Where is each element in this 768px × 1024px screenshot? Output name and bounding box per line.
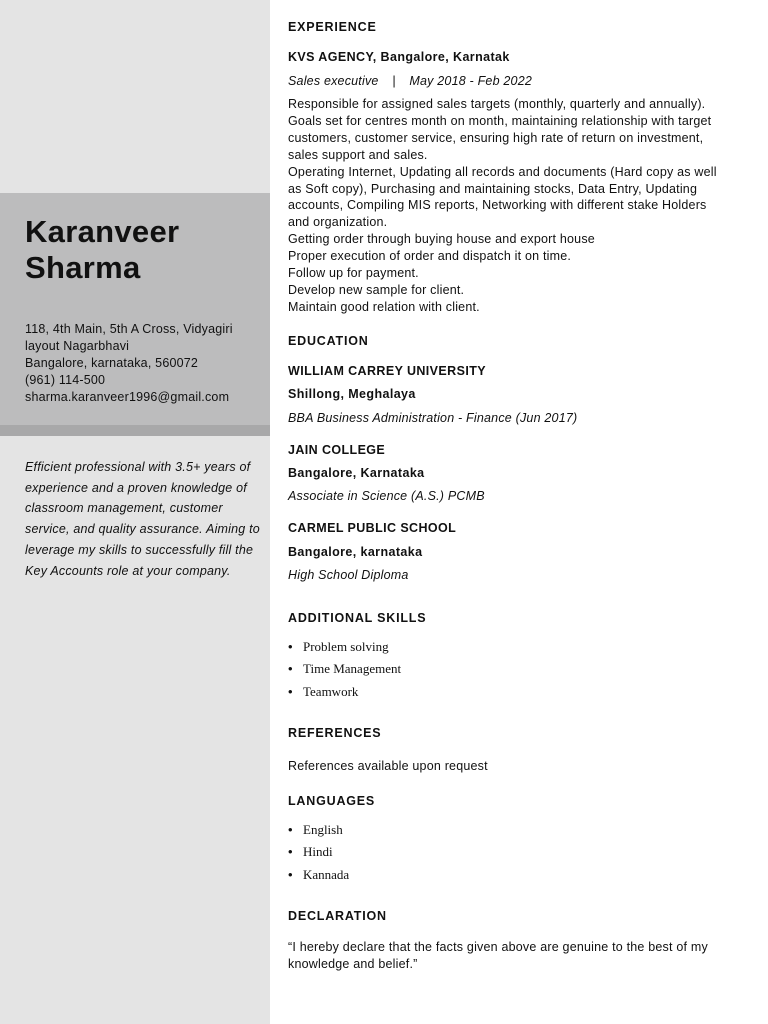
first-name: Karanveer: [25, 214, 180, 249]
education-degree: High School Diploma: [288, 568, 409, 582]
responsibility-line: Getting order through buying house and export house: [288, 232, 595, 247]
profile-summary: Efficient professional with 3.5+ years of experience and a proven knowledge of classroom management, customer service, and quality assurance. Aiming to leverage my skills to successfully fill the Key Accounts role at your company.: [25, 460, 260, 578]
education-degree: BBA Business Administration - Finance (Jun 2017): [288, 411, 578, 425]
contact-info: [25, 321, 233, 406]
responsibility-line: Follow up for payment.: [288, 266, 419, 281]
declaration-heading: DECLARATION: [288, 909, 387, 923]
responsibility-line: accounts, Compiling MIS reports, Networking with different stake Holders: [288, 198, 707, 213]
name-block-strip: [0, 425, 270, 436]
education-degree: Associate in Science (A.S.) PCMB: [288, 489, 485, 503]
experience-dates: May 2018 - Feb 2022: [409, 74, 533, 88]
responsibility-line: sales support and sales.: [288, 147, 428, 162]
declaration-line-1: “I hereby declare that the facts given above are genuine to the best of my: [288, 940, 708, 954]
list-item: • English: [288, 819, 349, 841]
email[interactable]: sharma.karanveer1996@gmail.com: [25, 390, 230, 404]
address-line-1: 118, 4th Main, 5th A Cross, Vidyagiri: [25, 322, 233, 336]
skills-heading: ADDITIONAL SKILLS: [288, 611, 427, 625]
education-location: Shillong, Meghalaya: [288, 387, 416, 401]
education-school: CARMEL PUBLIC SCHOOL: [288, 521, 457, 535]
experience-responsibilities: [288, 96, 748, 316]
declaration-line-2: knowledge and belief.”: [288, 957, 418, 971]
responsibility-line: Develop new sample for client.: [288, 282, 465, 297]
experience-heading: EXPERIENCE: [288, 20, 377, 34]
address-line-3: Bangalore, karnataka, 560072: [25, 356, 199, 370]
responsibility-line: Goals set for centres month on month, maintaining relationship with target: [288, 113, 712, 128]
responsibility-line: customers, customer service, ensuring high rate of return on investment,: [288, 130, 704, 145]
experience-separator: |: [392, 74, 396, 88]
skills-list: [288, 636, 401, 703]
responsibility-line: as Soft copy), Purchasing and maintaining stocks, Data Entry, Updating: [288, 181, 698, 196]
list-item: • Teamwork: [288, 681, 401, 703]
responsibility-line: Operating Internet, Updating all records and documents (Hard copy as well: [288, 164, 717, 179]
list-item: • Time Management: [288, 658, 401, 680]
references-text: References available upon request: [288, 759, 488, 773]
education-location: Bangalore, karnataka: [288, 545, 423, 559]
responsibility-line: and organization.: [288, 215, 388, 230]
address-line-2: layout Nagarbhavi: [25, 339, 130, 353]
phone: (961) 114-500: [25, 373, 106, 387]
experience-company: KVS AGENCY, Bangalore, Karnatak: [288, 50, 510, 64]
list-item: • Kannada: [288, 864, 349, 886]
experience-role: Sales executive: [288, 74, 379, 88]
last-name: Sharma: [25, 250, 141, 285]
education-location: Bangalore, Karnataka: [288, 466, 425, 480]
responsibility-line: Maintain good relation with client.: [288, 299, 480, 314]
list-item: • Hindi: [288, 841, 349, 863]
education-school: WILLIAM CARREY UNIVERSITY: [288, 364, 486, 378]
languages-heading: LANGUAGES: [288, 794, 376, 808]
education-school: JAIN COLLEGE: [288, 443, 386, 457]
list-item: • Problem solving: [288, 636, 401, 658]
experience-role-line: [288, 74, 532, 88]
languages-list: [288, 819, 349, 886]
education-heading: EDUCATION: [288, 334, 369, 348]
candidate-name: [25, 214, 179, 286]
references-heading: REFERENCES: [288, 726, 382, 740]
responsibility-line: Responsible for assigned sales targets (monthly, quarterly and annually).: [288, 97, 706, 111]
declaration-text: [288, 939, 748, 973]
responsibility-line: Proper execution of order and dispatch it on time.: [288, 249, 572, 264]
